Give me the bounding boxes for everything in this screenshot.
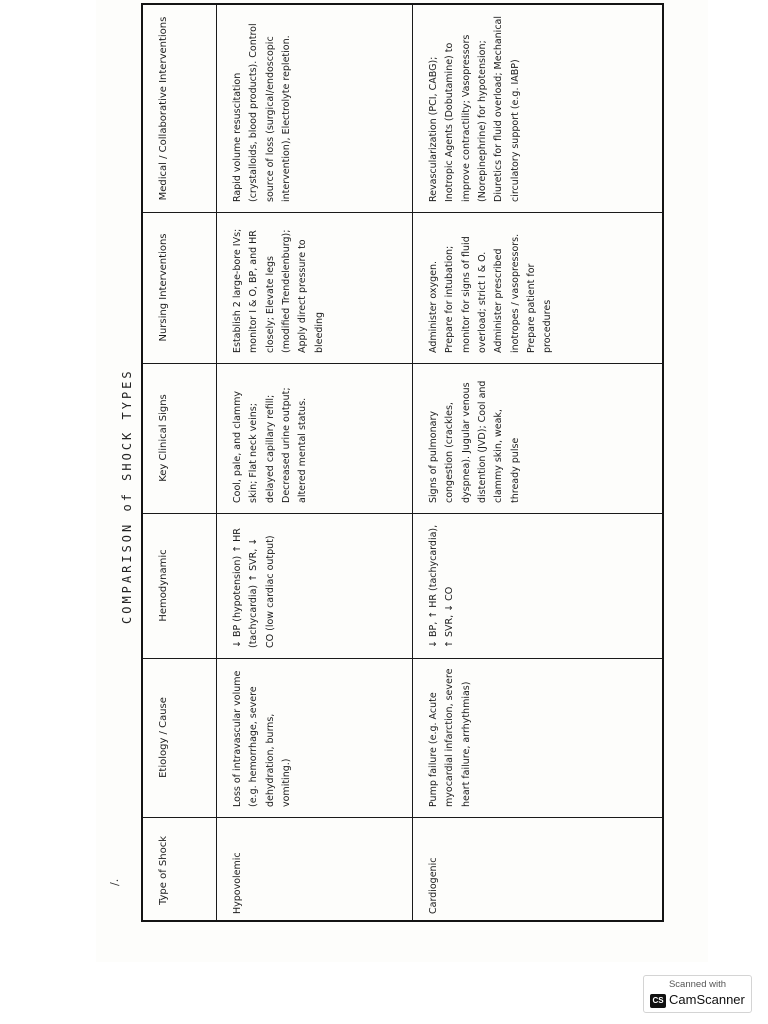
table-cell-medical bbox=[216, 5, 412, 212]
cell-text: Cardiogenic bbox=[428, 857, 439, 914]
cell-text: Establish 2 large-bore IVs; monitor I & O, BP, and HR closely; Elevate legs (modified Trendelenburg); Apply direct pressure to bleeding bbox=[232, 228, 325, 353]
header-text: Etiology / Cause bbox=[158, 697, 169, 778]
cell-text: Signs of pulmonary congestion (crackles, dyspnea). Jugular venous distention (JVD); Cool and clammy skin, weak, thready pulse bbox=[428, 380, 521, 503]
cell-text: Hypovolemic bbox=[232, 852, 243, 914]
camscanner-badge bbox=[643, 975, 752, 1013]
column-header-medical bbox=[143, 5, 216, 212]
scanner-brand: CamScanner bbox=[669, 992, 745, 1007]
camscanner-logo-icon: CS bbox=[650, 994, 666, 1008]
cell-text: ↓ BP (hypotension) ↑ HR (tachycardia) ↑ SVR, ↓ CO (low cardiac output) bbox=[232, 528, 276, 648]
column-header-hemodynamic bbox=[143, 513, 216, 658]
column-header-signs bbox=[143, 363, 216, 513]
table-cell-hemodynamic bbox=[216, 513, 412, 658]
cell-text: ↓ BP, ↑ HR (tachycardia), ↑ SVR, ↓ CO bbox=[428, 524, 456, 648]
table-cell-type bbox=[412, 817, 666, 924]
table-cell-medical bbox=[412, 5, 666, 212]
column-header-type bbox=[143, 817, 216, 924]
table-cell-nursing bbox=[412, 212, 666, 363]
header-text: Key Clinical Signs bbox=[158, 394, 169, 482]
cell-text: Administer oxygen. Prepare for intubation; monitor for signs of fluid overload; strict I & O. Administer prescribed inotropes / vasopressors. Prepare patient for procedures bbox=[428, 233, 554, 353]
table-cell-signs bbox=[412, 363, 666, 513]
shock-types-table bbox=[141, 3, 664, 922]
header-text: Hemodynamic bbox=[158, 549, 169, 622]
cell-text: Revascularization (PCI, CABG); Inotropic Agents (Dobutamine) to improve contractility; Vasopressors (Norepinephrine) for hypotension; Diuretics for fluid overload; Mechanical circulatory support (e.g. IABP) bbox=[428, 15, 521, 202]
title: COMPARISON of SHOCK TYPES bbox=[120, 368, 134, 624]
header-text: Medical / Collaborative Interventions bbox=[158, 16, 169, 201]
header-text: Nursing Interventions bbox=[158, 233, 169, 342]
scanner-caption: Scanned with bbox=[668, 979, 727, 990]
table-cell-etiology bbox=[216, 658, 412, 817]
margin-mark: /. bbox=[108, 878, 121, 886]
cell-text: Loss of intravascular volume (e.g. hemorrhage, severe dehydration, burns, vomiting.) bbox=[232, 670, 292, 807]
table-cell-signs bbox=[216, 363, 412, 513]
table-cell-type bbox=[216, 817, 412, 924]
table-cell-nursing bbox=[216, 212, 412, 363]
table-cell-etiology bbox=[412, 658, 666, 817]
cell-text: Rapid volume resuscitation (crystalloids, blood products). Control source of loss (surgical/endoscopic intervention), Electrolyte repletion. bbox=[232, 23, 292, 202]
header-text: Type of Shock bbox=[158, 835, 169, 906]
cell-text: Pump failure (e.g. Acute myocardial infarction, severe heart failure, arrhythmias) bbox=[428, 668, 472, 807]
column-header-etiology bbox=[143, 658, 216, 817]
table-cell-hemodynamic bbox=[412, 513, 666, 658]
column-header-nursing bbox=[143, 212, 216, 363]
cell-text: Cool, pale, and clammy skin; Flat neck veins; delayed capillary refill; Decreased urine output; altered mental status. bbox=[232, 387, 309, 503]
